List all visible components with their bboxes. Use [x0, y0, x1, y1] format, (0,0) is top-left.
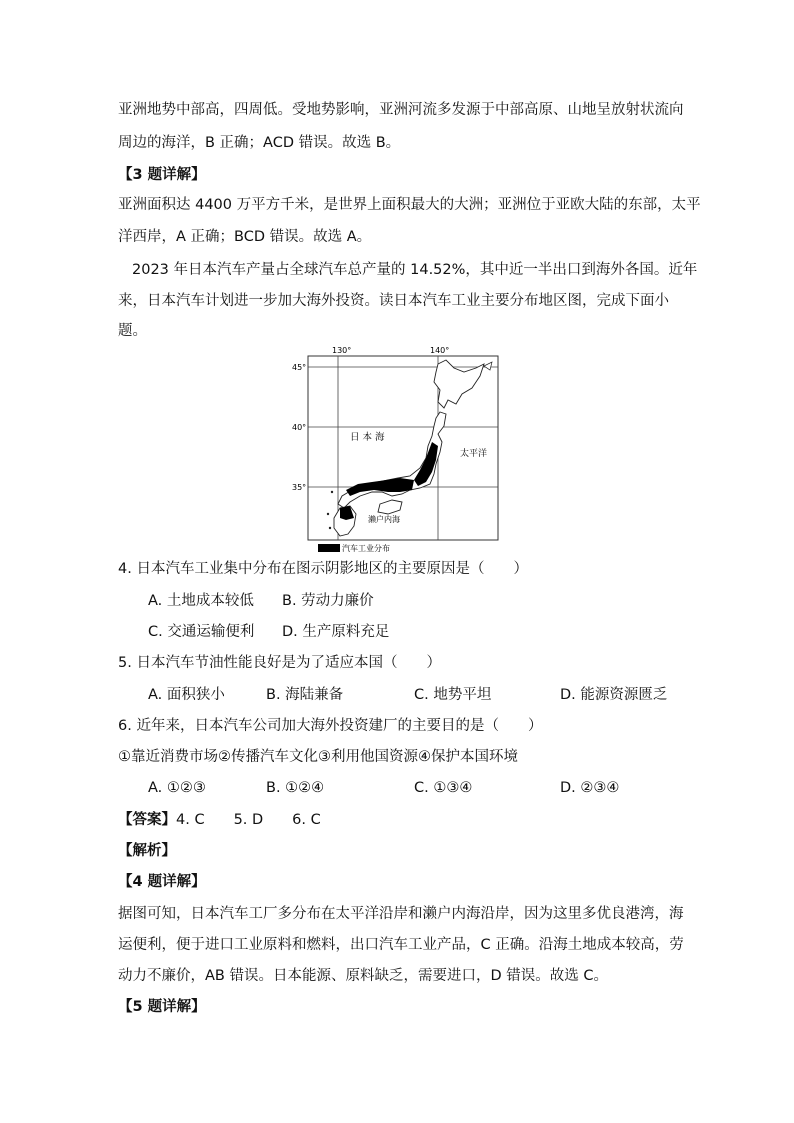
kuril-islet: [484, 362, 492, 370]
islet: [331, 491, 333, 493]
q4-option-a: A. 土地成本较低: [148, 593, 254, 609]
legend-label: 汽车工业分布: [342, 544, 390, 553]
pacific-label: 太平洋: [460, 449, 488, 459]
paragraph-line: 据图可知，日本汽车工厂多分布在太平洋沿岸和濑户内海沿岸，因为这里多优良港湾，海: [118, 906, 684, 922]
question-5-stem: 5. 日本汽车节油性能良好是为了适应本国（ ）: [118, 655, 441, 671]
q6-option-d: D. ②③④: [560, 780, 620, 796]
question-4-stem: 4. 日本汽车工业集中分布在图示阴影地区的主要原因是（ ）: [118, 561, 528, 577]
japan-auto-industry-map: [288, 342, 508, 558]
question-6-stem: 6. 近年来，日本汽车公司加大海外投资建厂的主要目的是（ ）: [118, 718, 543, 734]
paragraph-line: 亚洲地势中部高，四周低。受地势影响，亚洲河流多发源于中部高原、山地呈放射状流向: [118, 102, 684, 118]
lat-40-label: 40°: [292, 423, 307, 432]
q5-option-d: D. 能源资源匮乏: [560, 687, 668, 703]
paragraph-line: 动力不廉价，AB 错误。日本能源、原料缺乏，需要进口，D 错误。故选 C。: [118, 968, 608, 984]
paragraph-line: 洋西岸，A 正确；BCD 错误。故选 A。: [118, 229, 372, 245]
q4-option-d: D. 生产原料充足: [282, 624, 390, 640]
islet: [327, 513, 329, 515]
paragraph-line: 题。: [118, 323, 147, 339]
q5-option-c: C. 地势平坦: [414, 687, 492, 703]
question-6-items: ①靠近消费市场②传播汽车文化③利用他国资源④保护本国环境: [118, 749, 518, 765]
lat-45-label: 45°: [292, 363, 307, 372]
q4-detail-heading: 【4 题详解】: [118, 874, 206, 890]
analysis-heading: 【解析】: [118, 843, 176, 859]
q4-option-b: B. 劳动力廉价: [282, 593, 374, 609]
answer-line: [118, 810, 321, 830]
paragraph-line: 周边的海洋，B 正确；ACD 错误。故选 B。: [118, 135, 401, 151]
answer-values: 4. C 5. D 6. C: [176, 812, 321, 828]
lat-35-label: 35°: [292, 483, 307, 492]
legend-swatch: [318, 544, 340, 552]
q6-option-a: A. ①②③: [148, 780, 206, 796]
q5-option-a: A. 面积狭小: [148, 687, 225, 703]
shikoku-island: [378, 500, 402, 514]
q6-option-b: B. ①②④: [266, 780, 325, 796]
q5-detail-heading: 【5 题详解】: [118, 999, 206, 1015]
islet: [329, 527, 331, 529]
paragraph-line: 2023 年日本汽车产量占全球汽车总产量的 14.52%，其中近一半出口到海外各国。近年: [132, 262, 698, 278]
paragraph-line: 运便利，便于进口工业原料和燃料，出口汽车工业产品，C 正确。沿海土地成本较高，劳: [118, 937, 684, 953]
q6-option-c: C. ①③④: [414, 780, 473, 796]
q4-option-c: C. 交通运输便利: [148, 624, 255, 640]
paragraph-line: 来，日本汽车计划进一步加大海外投资。读日本汽车工业主要分布地区图，完成下面小: [118, 293, 669, 309]
lon-140-label: 140°: [430, 346, 450, 355]
q5-option-b: B. 海陆兼备: [266, 687, 344, 703]
answer-label: 【答案】: [118, 812, 176, 828]
inland-sea-label: 濑户内海: [368, 515, 400, 524]
paragraph-line: 亚洲面积达 4400 万平方千米，是世界上面积最大的大洲；亚洲位于亚欧大陆的东部，太平: [118, 197, 701, 213]
section-heading: 【3 题详解】: [118, 167, 206, 183]
auto-industry-region-kanto-tokai: [414, 442, 438, 486]
lon-130-label: 130°: [332, 346, 352, 355]
sea-of-japan-label: 日 本 海: [350, 432, 385, 443]
